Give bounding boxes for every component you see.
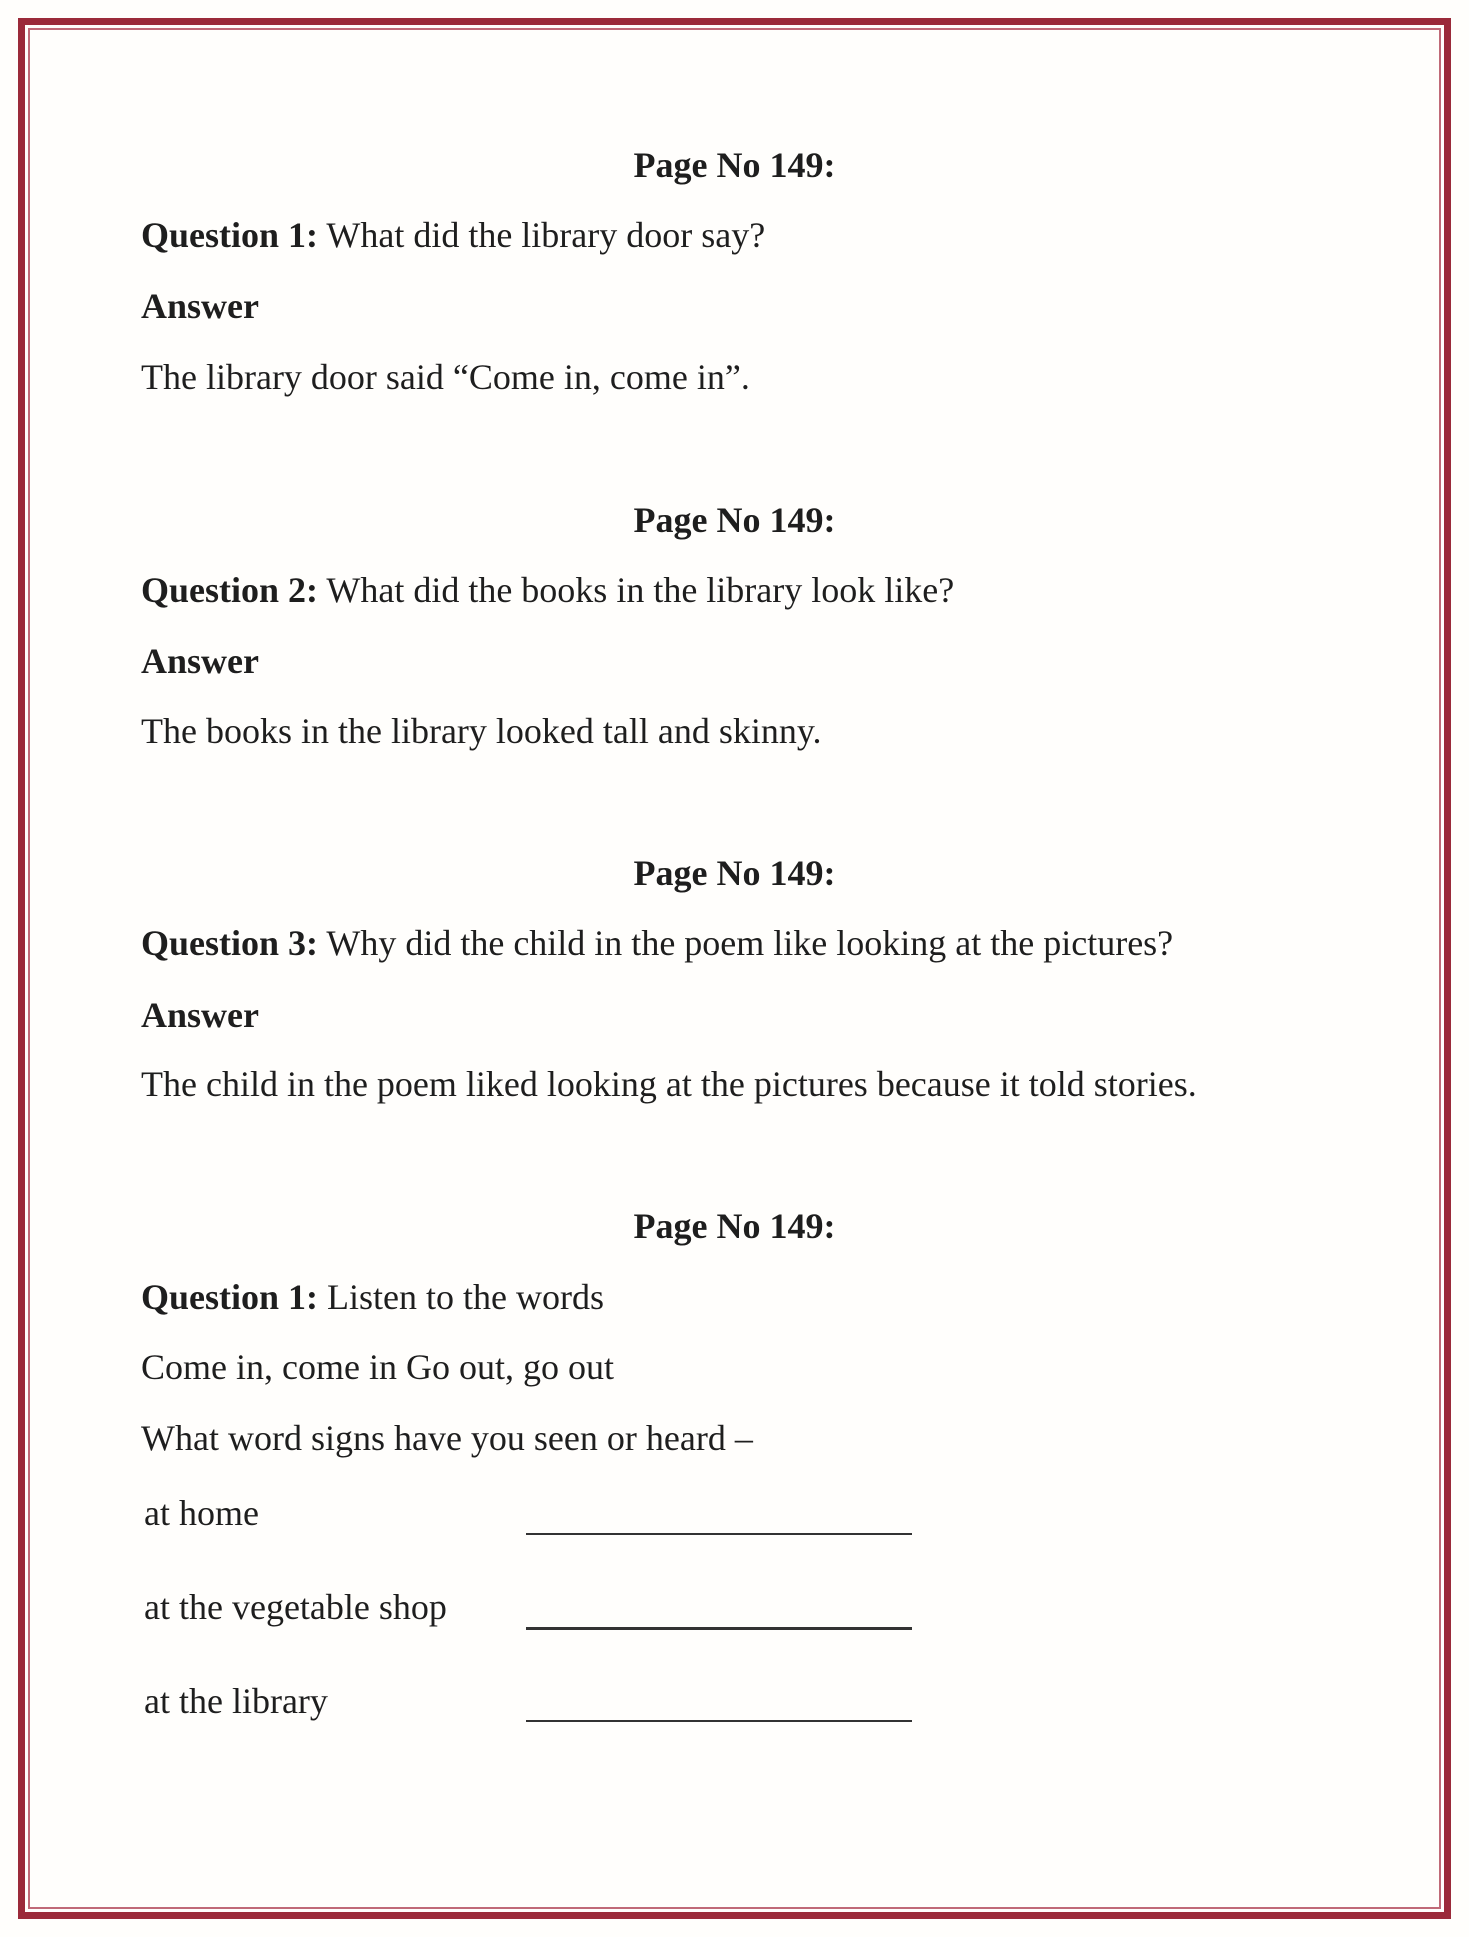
blank-label-vegetable-shop: at the vegetable shop bbox=[144, 1587, 447, 1627]
answer-text: The library door said “Come in, come in”. bbox=[141, 357, 750, 397]
blank-label-library: at the library bbox=[144, 1681, 328, 1721]
question-text: What did the books in the library look like? bbox=[318, 570, 955, 610]
question-label: Question 3: bbox=[141, 923, 319, 963]
question bbox=[141, 568, 954, 612]
question-text: What did the library door say? bbox=[318, 215, 766, 255]
page-heading: Page No 149: bbox=[633, 1206, 836, 1246]
page-heading: Page No 149: bbox=[633, 853, 836, 893]
question-text: Listen to the words bbox=[318, 1277, 604, 1317]
answer-text: The books in the library looked tall and skinny. bbox=[141, 711, 822, 751]
question-label: Question 1: bbox=[141, 1277, 319, 1317]
blank-line-vegetable-shop[interactable] bbox=[526, 1627, 912, 1630]
answer-text: The child in the poem liked looking at the pictures because it told stories. bbox=[141, 1064, 1197, 1104]
question-label: Question 1: bbox=[141, 215, 319, 255]
question bbox=[141, 921, 1173, 965]
question-text: Why did the child in the poem like looking at the pictures? bbox=[318, 923, 1174, 963]
blank-label-home: at home bbox=[144, 1493, 259, 1533]
question bbox=[141, 1275, 604, 1319]
question-label: Question 2: bbox=[141, 570, 319, 610]
blank-line-library[interactable] bbox=[526, 1720, 912, 1722]
question bbox=[141, 213, 765, 257]
answer-label: Answer bbox=[141, 995, 259, 1035]
exercise-line: Come in, come in Go out, go out bbox=[141, 1347, 614, 1387]
page-heading: Page No 149: bbox=[633, 145, 836, 185]
answer-label: Answer bbox=[141, 641, 259, 681]
blank-line-home[interactable] bbox=[526, 1533, 912, 1535]
page-heading: Page No 149: bbox=[633, 500, 836, 540]
answer-label: Answer bbox=[141, 286, 259, 326]
exercise-line: What word signs have you seen or heard – bbox=[141, 1418, 753, 1458]
